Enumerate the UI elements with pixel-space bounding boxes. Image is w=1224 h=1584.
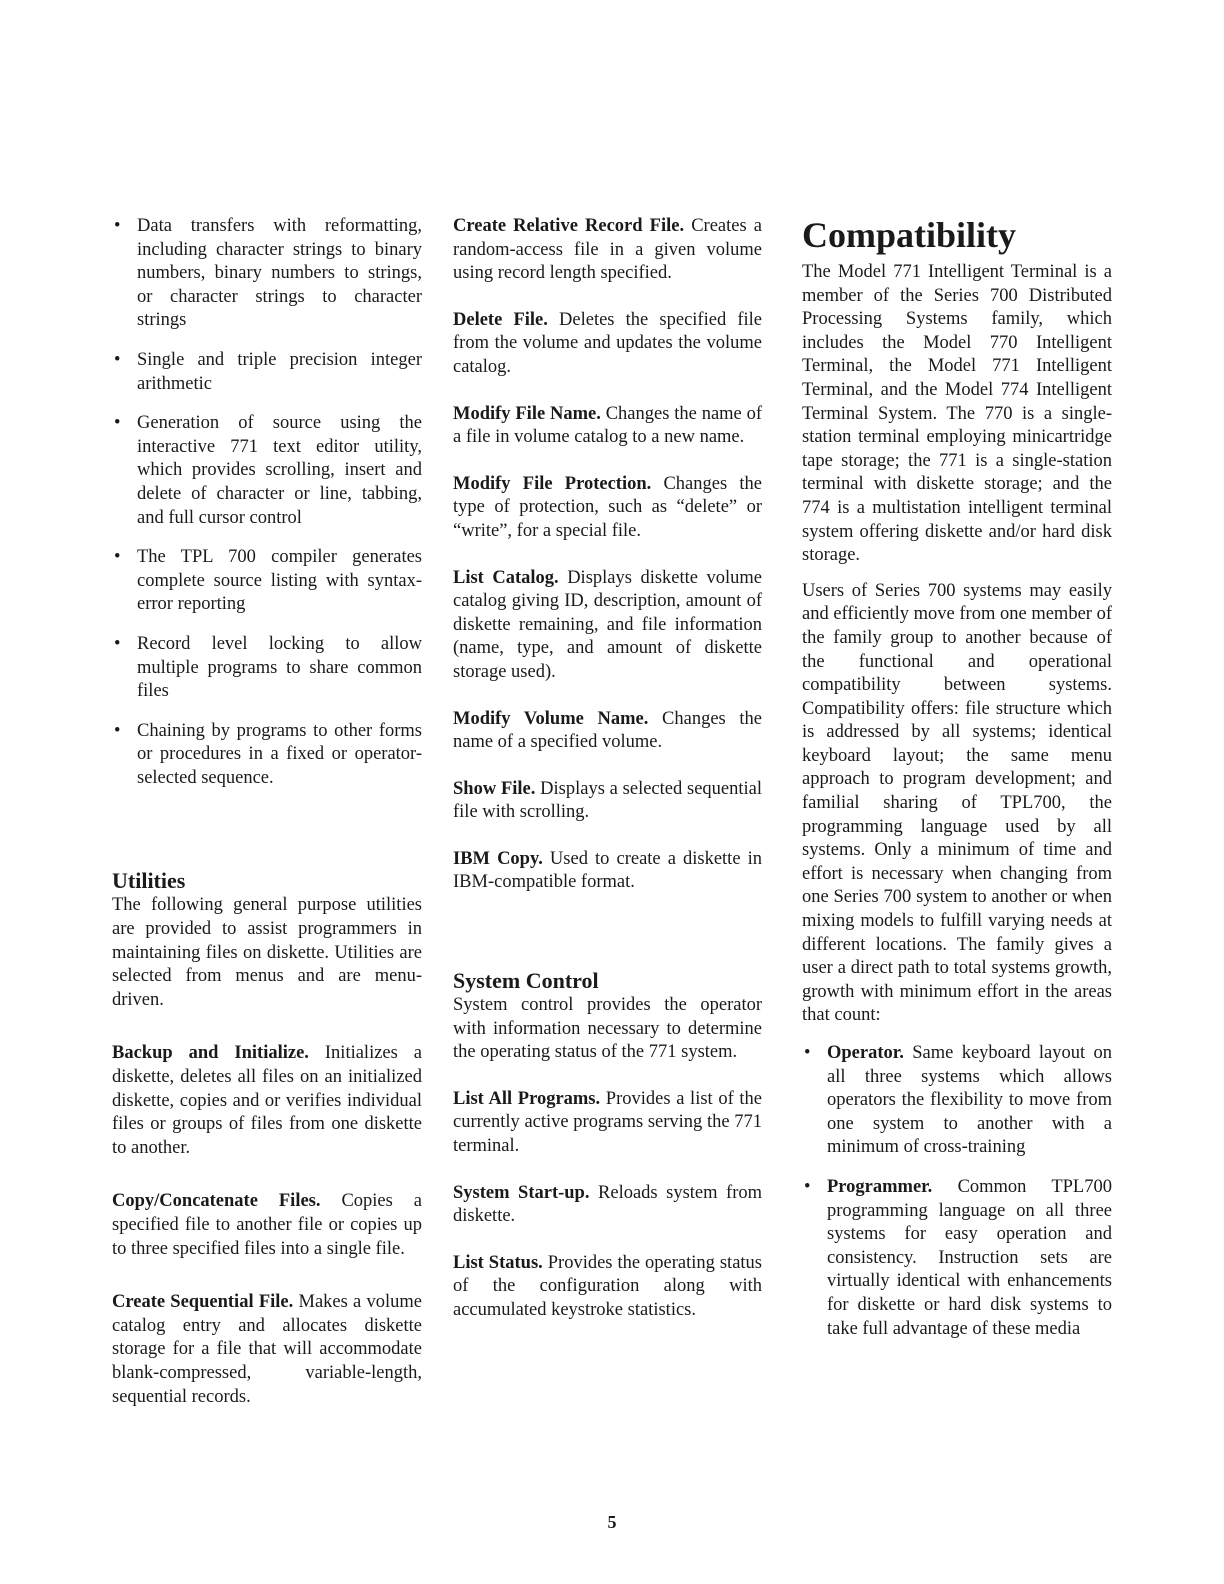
entry-text: Changes the name of a file in volume catalog to a new name. — [453, 403, 763, 448]
utility-entry — [112, 1291, 422, 1409]
utility-entry — [112, 1190, 422, 1261]
entry-term: Backup and Initialize. — [112, 1043, 309, 1064]
utility-entry — [453, 778, 762, 825]
entry-text: Copies a specified file to another file or copies up to three specified files into a single file. — [112, 1191, 422, 1259]
utility-entry — [112, 1042, 422, 1160]
entry-text: Used to create a diskette in IBM-compatible format. — [453, 848, 762, 893]
utility-entry — [453, 848, 762, 895]
utility-entry — [453, 309, 762, 380]
bullet-item: • Chaining by programs to other forms or procedures in a fixed or operator-selected sequence. — [114, 720, 422, 788]
benefit-bullet-list — [802, 1042, 1112, 1341]
entry-text: Deletes the specified file from the volume and updates the volume catalog. — [453, 309, 762, 377]
system-control-heading: System Control — [453, 968, 599, 994]
entry-term: List Catalog. — [453, 567, 559, 588]
entry-term: Delete File. — [453, 309, 548, 330]
page-number: 5 — [607, 1512, 617, 1532]
entry-text: Reloads system from diskette. — [453, 1182, 763, 1227]
entry-term: Show File. — [453, 778, 536, 799]
compatibility-paragraph: Users of Series 700 systems may easily and efficiently move from one member of the family group to another because of the functional and operational compatibility between systems. Compatibility offers: file structure which is addressed by all systems; identical keyboard layout; the same menu approach to program development; and familial sharing of TPL700, the programming language used by all systems. Only a minimum of time and effort is necessary when changing from one Series 700 system to another or when mixing models to fulfill varying needs at different locations. The family gives a user a direct path to total systems growth, growth with minimum effort in the areas that count: — [802, 580, 1112, 1026]
entry-term: Programmer. — [827, 1176, 933, 1197]
bullet-item: • Generation of source using the interactive 771 text editor utility, which provides scrolling, insert and delete of character or line, tabbing, and full cursor control — [114, 413, 422, 528]
utility-entry — [453, 473, 762, 544]
entry-term: Copy/Concatenate Files. — [112, 1191, 321, 1212]
entry-text: Displays diskette volume catalog giving ID, description, amount of diskette remaining, and file information (name, type, and amount of diskette storage used). — [453, 567, 763, 682]
system-entry — [453, 1088, 762, 1159]
entry-term: Operator. — [827, 1043, 904, 1063]
bullet-item: • Single and triple precision integer arithmetic — [114, 349, 422, 394]
utilities-heading: Utilities — [112, 868, 186, 894]
entry-text: Changes the name of a specified volume. — [453, 708, 763, 753]
utility-entry — [453, 567, 762, 685]
entry-text: Provides a list of the currently active programs serving the 771 terminal. — [453, 1088, 762, 1157]
entry-term: Create Relative Record File. — [453, 216, 685, 236]
entry-text: Displays a selected sequential file with scrolling. — [453, 778, 763, 823]
entry-term: Modify File Name. — [453, 403, 601, 424]
utility-entry — [453, 403, 762, 450]
column-2 — [453, 215, 762, 1346]
entry-term: List Status. — [453, 1252, 543, 1273]
entry-term: System Start-up. — [453, 1182, 590, 1203]
entry-text: Creates a random-access file in a given volume using record length specified. — [453, 216, 763, 284]
bullet-item: • Programmer. Common TPL700 programming language on all three systems for easy operation and consistency. Instruction sets are virtually identical with enhancements for diskette or hard disk systems to take full advantage of these media — [804, 1176, 1112, 1339]
feature-bullet-list — [112, 215, 422, 790]
entry-text: Common TPL700 programming language on all three systems for easy operation and consistency. Instruction sets are virtually identical with enhancements for diskette or hard disk systems to take full advantage of these media — [827, 1176, 1112, 1339]
utility-entry — [453, 708, 762, 755]
compatibility-paragraph: The Model 771 Intelligent Terminal is a member of the Series 700 Distributed Processing Systems family, which includes the Model 770 Intelligent Terminal, the Model 771 Intelligent Terminal, and the Model 774 Intelligent Terminal System. The 770 is a single-station terminal employing minicartridge tape storage; the 771 is a single-station terminal with diskette storage; and the 774 is a multistation intelligent terminal system offering diskette and/or hard disk storage. — [802, 262, 1112, 566]
utility-entry — [453, 215, 762, 286]
entry-term: Create Sequential File. — [112, 1292, 294, 1313]
compatibility-heading: Compatibility — [802, 215, 1017, 255]
system-entry — [453, 1252, 762, 1323]
entry-term: IBM Copy. — [453, 848, 543, 869]
utilities-intro: The following general purpose utilities are provided to assist programmers in maintaining files on diskette. Utilities are selected from menus and are menu-driven. — [112, 895, 422, 1010]
entry-text: Provides the operating status of the configuration along with accumulated keystroke statistics. — [453, 1252, 762, 1320]
entry-text: Makes a volume catalog entry and allocates diskette storage for a file that will accommodate blank-compressed, variable-length, sequential records. — [112, 1292, 423, 1407]
entry-text: Same keyboard layout on all three systems which allows operators the flexibility to move from one system to another with a minimum of cross-training — [827, 1043, 1112, 1158]
entry-text: Initializes a diskette, deletes all files on an initialized diskette, copies and or verifies individual files or groups of files from one diskette to another. — [112, 1043, 423, 1158]
entry-term: Modify Volume Name. — [453, 708, 649, 729]
system-control-intro: System control provides the operator with information necessary to determine the operating status of the 771 system. — [453, 995, 762, 1063]
entry-term: List All Programs. — [453, 1088, 601, 1109]
system-entry — [453, 1182, 762, 1229]
bullet-item: • Operator. Same keyboard layout on all three systems which allows operators the flexibility to move from one system to another with a minimum of cross-training — [804, 1043, 1112, 1158]
bullet-item: • Record level locking to allow multiple programs to share common files — [114, 633, 422, 702]
column-3 — [802, 215, 1112, 1357]
bullet-item: • The TPL 700 compiler generates complete source listing with syntax-error reporting — [114, 547, 422, 615]
column-1 — [112, 215, 422, 1432]
entry-term: Modify File Protection. — [453, 473, 652, 494]
entry-text: Changes the type of protection, such as “delete” or “write”, for a special file. — [453, 473, 762, 541]
bullet-item: • Data transfers with reformatting, including character strings to binary numbers, binary numbers to strings, or character strings to character strings — [114, 216, 422, 331]
